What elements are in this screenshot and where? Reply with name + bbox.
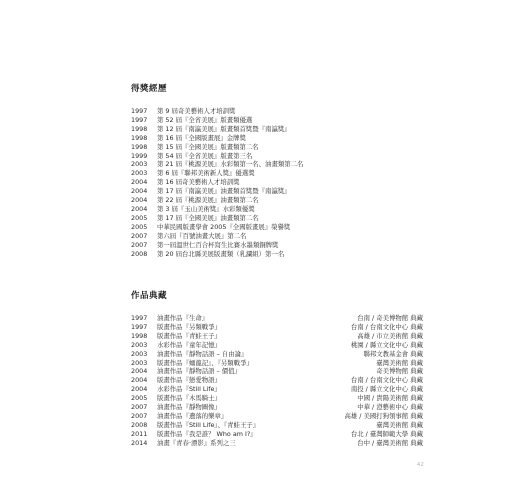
collection-owner: 臺灣美術館 典藏 [376,358,423,367]
award-row [131,178,423,187]
collection-row [131,403,423,412]
award-row [131,125,423,134]
collections-heading: 作品典藏 [131,291,168,301]
award-text: 第 9 屆奇美藝術人才培訓獎 [157,107,236,115]
year-label: 2007 [131,411,148,420]
year-label: 2011 [131,429,148,438]
award-row [131,250,423,259]
award-text: 第 22 屆『桃源美展』油畫類第二名 [157,196,259,205]
awards-list [131,107,423,258]
year-label: 2003 [131,169,148,178]
collection-row [131,439,423,448]
collection-row [131,385,423,394]
collection-owner: 台北 / 臺灣師範大學 典藏 [350,429,423,438]
year-label: 1999 [131,151,148,160]
collection-row [131,430,423,439]
collection-owner: 中華 / 澄藝術中心 典藏 [357,403,423,412]
year-label: 2014 [131,438,148,447]
award-text: 第一屆溫世仁百合杯寫生比賽水墨類銅牌獎 [157,240,279,249]
award-row [131,169,423,178]
collection-owner: 桃園 / 縣立文化中心 典藏 [350,340,423,349]
year-label: 2007 [131,240,148,249]
year-label: 2008 [131,249,148,258]
award-text: 第 16 屆奇美藝術人才培訓獎 [157,178,240,187]
awards-section [131,82,423,258]
collection-row [131,421,423,430]
award-row [131,223,423,232]
awards-heading: 得獎經歷 [131,84,168,94]
award-text: 中華民國版畫學會 2005『全國版畫展』榮譽獎 [157,222,291,231]
year-label: 1998 [131,133,148,142]
award-row [131,134,423,143]
year-label: 2004 [131,367,148,376]
award-row [131,232,423,241]
collection-work: 油畫『青春‧漂影』系列之三 [157,438,236,447]
award-text: 第 3 屆『玉山美術獎』水彩類優獎 [157,204,255,213]
collection-work: 油畫作品『靜物話語 – 價值』 [157,367,241,376]
award-text: 第 20 屆台北縣美展版畫類（乳瀾組）第一名 [157,249,285,258]
collection-work: 版畫作品『戀愛物語』 [157,376,221,385]
collection-row [131,394,423,403]
year-label: 2007 [131,403,148,412]
collection-row [131,367,423,376]
award-text: 第 52 屆『全省美展』版畫類優選 [157,115,253,124]
collection-work: 版畫作品『木馬騎士』 [157,394,221,403]
collection-work: 油畫作品『遺落的樂章』 [157,411,228,420]
collection-row [131,323,423,332]
collection-row [131,314,423,323]
collection-owner: 聯邦文教基金會 典藏 [363,349,423,358]
award-row [131,241,423,250]
year-label: 2003 [131,160,148,169]
collection-work: 版畫作品『蛹龍記』、『另類戰爭』 [157,358,253,367]
year-label: 1997 [131,314,148,322]
collection-owner: 台中 / 臺灣美術館 典藏 [357,438,423,447]
collection-work: 油畫作品『靜物話語 – 自由論』 [157,349,248,358]
collection-work: 版畫作品『Still Life』、『青蛙王子』 [157,420,260,429]
collection-owner: 奇美博物館 典藏 [376,367,423,376]
collection-owner: 臺灣美術館 典藏 [376,420,423,429]
award-row [131,205,423,214]
collection-row [131,332,423,341]
year-label: 2003 [131,349,148,358]
year-label: 1997 [131,322,148,331]
award-text: 第 16 屆『全國版畫展』金牌獎 [157,133,246,142]
collection-work: 油畫作品『生命』 [157,314,209,322]
award-text: 第 54 屆『全省美展』版畫第三名 [157,151,253,160]
year-label: 1998 [131,124,148,133]
year-label: 2005 [131,394,148,403]
collection-owner: 台南 / 台南文化中心 典藏 [350,376,423,385]
award-row [131,143,423,152]
collection-owner: 南投 / 縣立文化中心 典藏 [350,385,423,394]
year-label: 2004 [131,204,148,213]
collection-work: 水彩作品『童年記憶』 [157,340,221,349]
collection-work: 油畫作品『靜物圖像』 [157,403,221,412]
year-label: 2005 [131,222,148,231]
collection-row [131,341,423,350]
collection-owner: 台南 / 奇美博物館 典藏 [357,314,423,322]
collection-owner: 高雄 / 市立美術館 典藏 [357,331,423,340]
year-label: 1997 [131,115,148,124]
collection-work: 版畫作品『我是誰？ Who am I?』 [157,429,257,438]
award-text: 第 17 屆『全國美展』油畫類第二名 [157,213,259,222]
year-label: 2003 [131,340,148,349]
collection-row [131,412,423,421]
award-text: 第六屆『百號油畫大展』第二名 [157,231,247,240]
year-label: 2003 [131,358,148,367]
award-row [131,152,423,161]
collection-work: 版畫作品『另類戰爭』 [157,322,221,331]
award-text: 第 21 屆『桃源美展』水彩類第一名、油畫類第二名 [157,160,304,169]
award-row [131,160,423,169]
year-label: 1998 [131,331,148,340]
year-label: 2004 [131,187,148,196]
year-label: 2004 [131,178,148,187]
award-text: 第 17 屆『南瀛美展』油畫類首獎暨『南瀛獎』 [157,187,291,196]
collection-owner: 高雄 / 美國打狗領事館 典藏 [344,411,423,420]
collection-work: 版畫作品『青蛙王子』 [157,331,221,340]
award-row [131,196,423,205]
collection-owner: 台南 / 台南文化中心 典藏 [350,322,423,331]
award-row [131,187,423,196]
year-label: 2004 [131,376,148,385]
year-label: 2007 [131,231,148,240]
collection-work: 水彩作品『Still Life』 [157,385,221,394]
collection-owner: 中國 / 貴陽美術館 典藏 [357,394,423,403]
collections-section [131,289,423,448]
year-label: 1998 [131,142,148,151]
collections-list [131,314,423,448]
year-label: 1997 [131,107,148,115]
award-text: 第 6 屆『聯邦美術新人獎』優選獎 [157,169,255,178]
page-number: 42 [417,462,425,468]
year-label: 2005 [131,213,148,222]
award-row [131,214,423,223]
collection-row [131,376,423,385]
collection-row [131,350,423,359]
year-label: 2004 [131,385,148,394]
year-label: 2008 [131,420,148,429]
award-text: 第 12 屆『南瀛美展』版畫類首獎暨『南瀛獎』 [157,124,291,133]
award-text: 第 15 屆『全國美展』版畫類第二名 [157,142,259,151]
award-row [131,107,423,116]
year-label: 2004 [131,196,148,205]
award-row [131,116,423,125]
